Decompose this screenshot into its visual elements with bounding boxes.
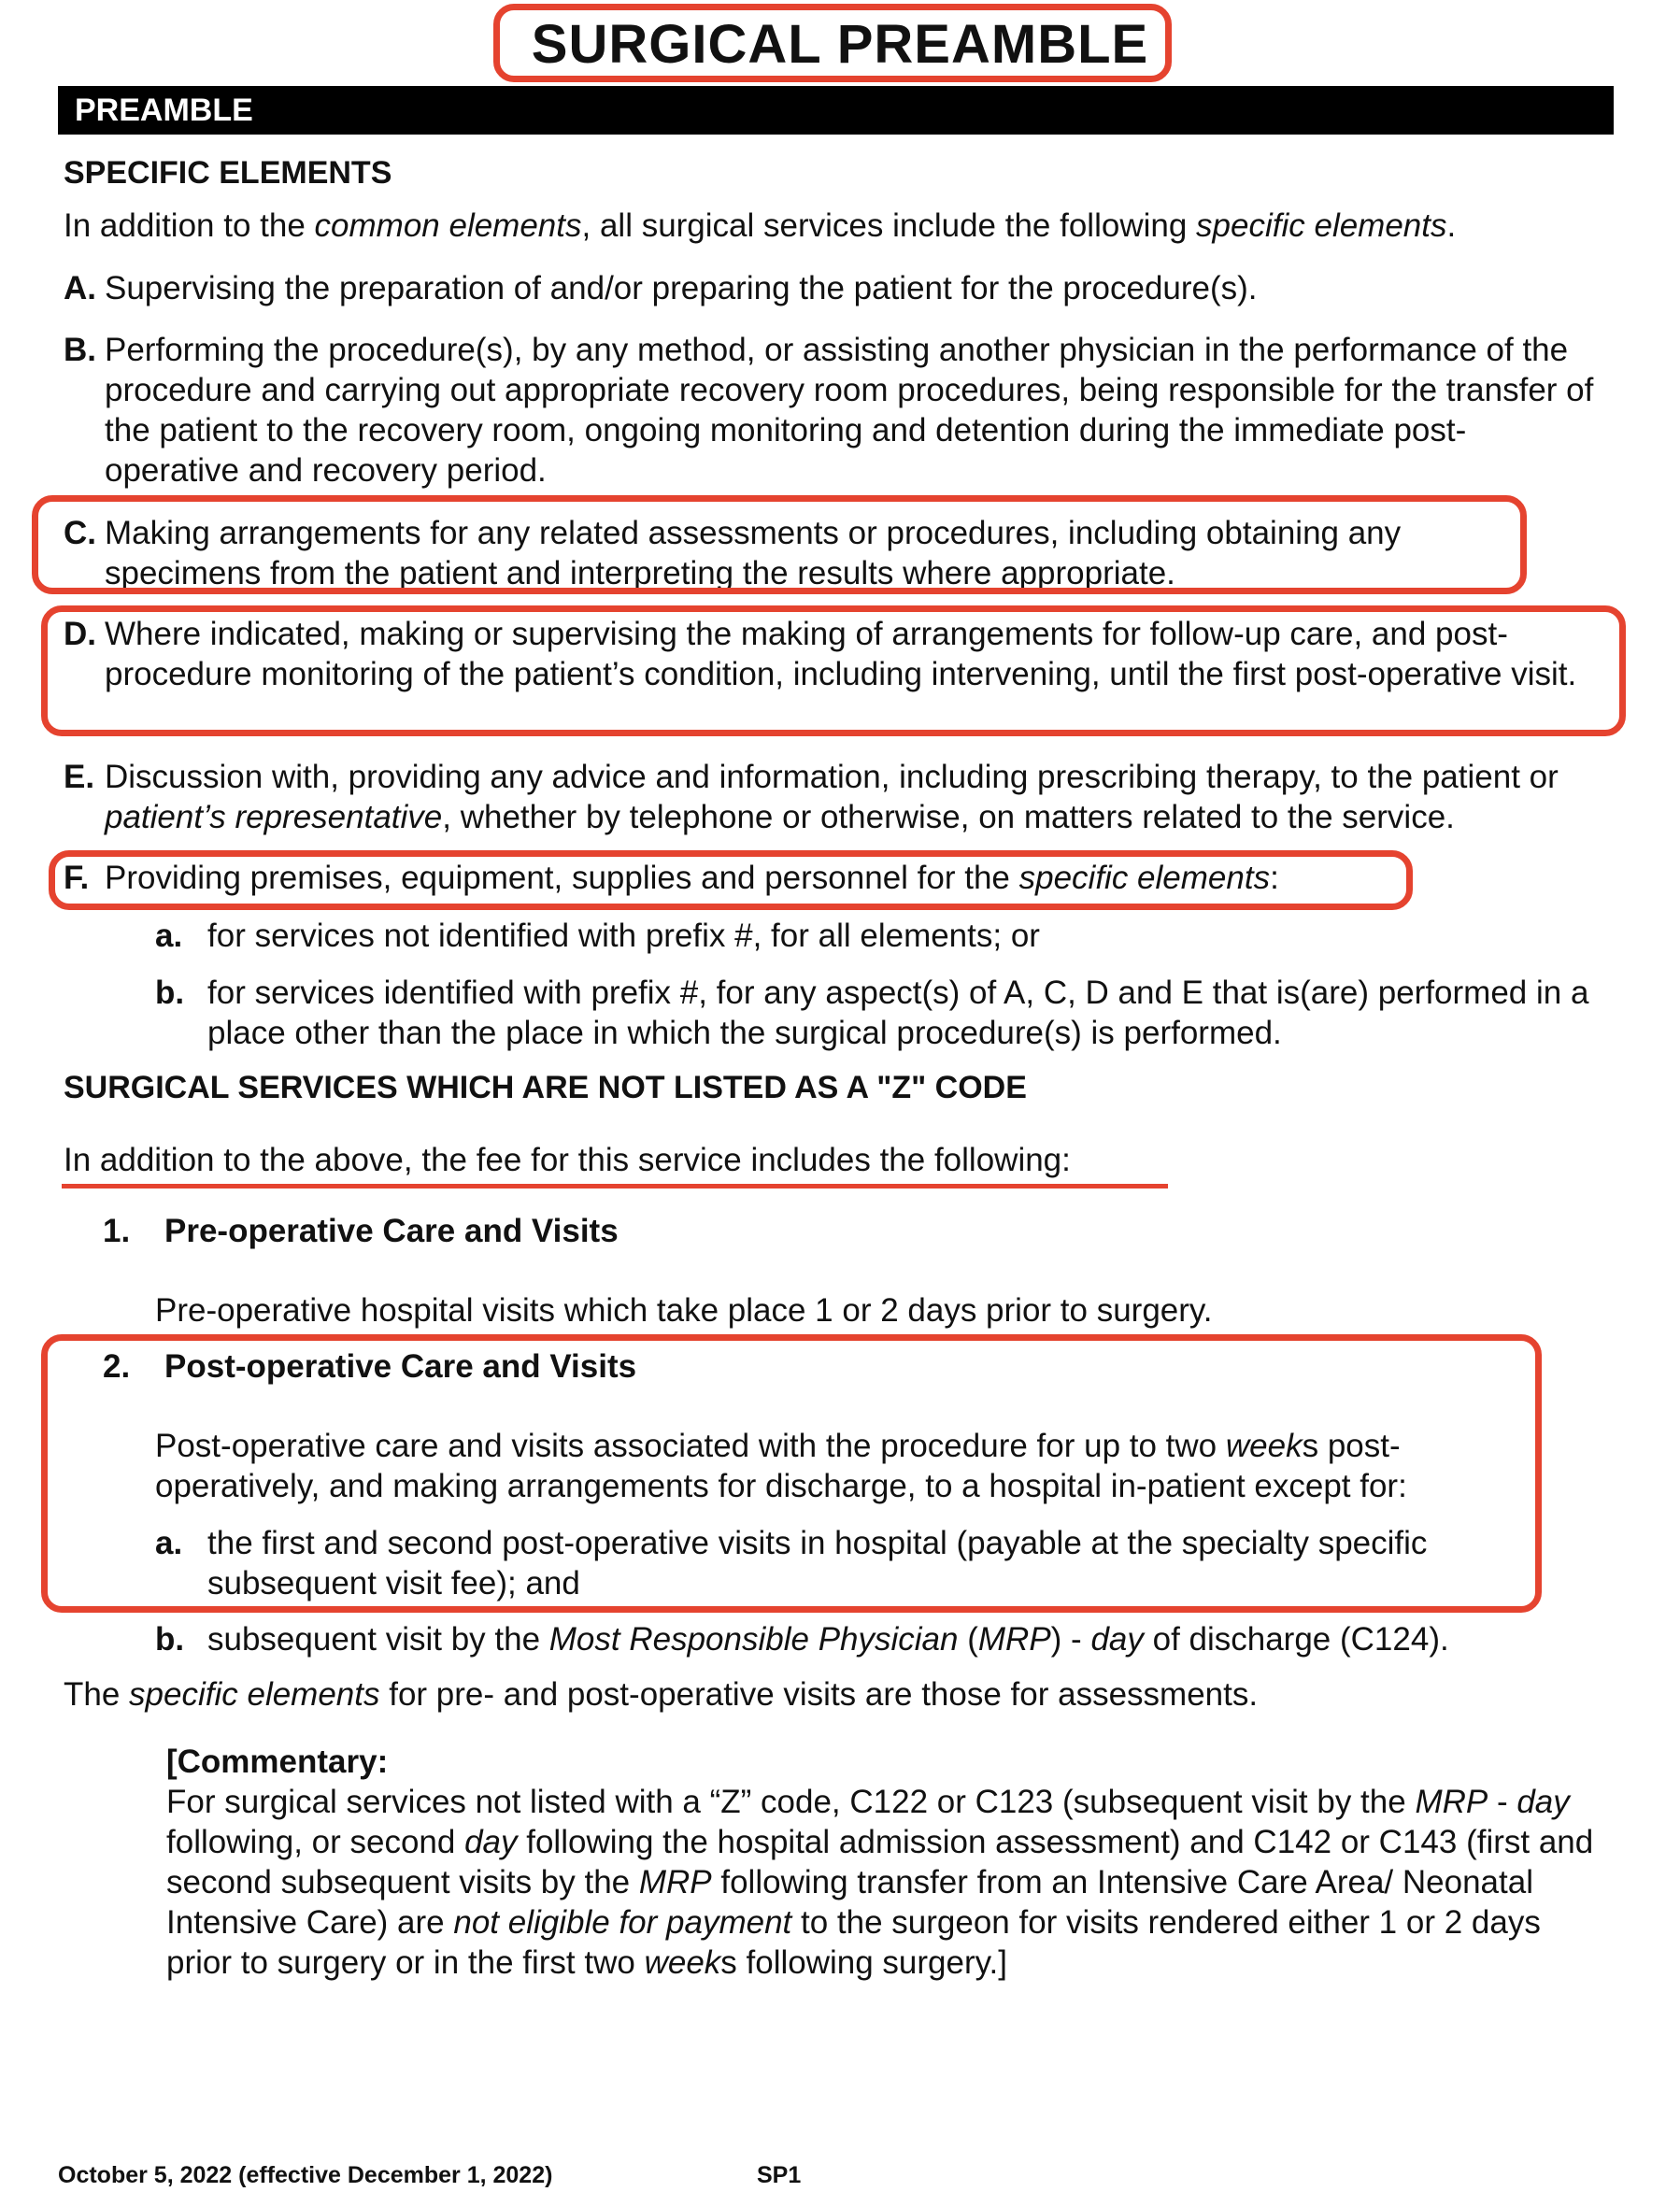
element-item-e bbox=[64, 757, 1596, 837]
item-f-highlight-box bbox=[49, 850, 1413, 910]
pre-op-number: 1. bbox=[103, 1213, 131, 1249]
intro-underline bbox=[62, 1184, 1168, 1189]
page-title: SURGICAL PREAMBLE bbox=[531, 14, 1149, 75]
item-text: Providing premises, equipment, supplies and personnel for the specific elements: bbox=[105, 860, 1279, 896]
footer-date: October 5, 2022 (effective December 1, 2022) bbox=[58, 2162, 553, 2188]
item-c-highlight-box bbox=[32, 495, 1527, 594]
commentary-text: For surgical services not listed with a “Z” code, C122 or C123 (subsequent visit by the MRP - day following, or second day following the hospital admission assessment) and C142 or C143 (first and second subsequent visits by the MRP following transfer from an Intensive Care Area/ Neonatal Intensive Care) are not eligible for payment to the surgeon for visits rendered either 1 or 2 days prior to surgery or in the first two weeks following surgery.] bbox=[166, 1784, 1594, 1981]
item-text: Making arrangements for any related assessments or procedures, including obtaining any specimens from the patient and interpreting the results where appropriate. bbox=[105, 515, 1402, 591]
item-text: Supervising the preparation of and/or preparing the patient for the procedure(s). bbox=[105, 270, 1258, 306]
specific-elements-intro: In addition to the common elements, all surgical services include the following specific elements. bbox=[64, 207, 1457, 244]
item-text: Performing the procedure(s), by any method, or assisting another physician in the performance of the procedure and carrying out appropriate recovery room procedures, being responsible for the transfer of the patient to the recovery room, ongoing monitoring and detention during the immediate post-operative and recovery period. bbox=[105, 332, 1594, 489]
subitem-text: the first and second post-operative visits in hospital (payable at the specialty specific subsequent visit fee); and bbox=[207, 1525, 1428, 1601]
subitem-text: for services identified with prefix #, for any aspect(s) of A, C, D and E that is(are) performed in a place other than the place in which the surgical procedure(s) is performed. bbox=[207, 975, 1589, 1051]
element-subitem-b bbox=[155, 973, 1594, 1053]
item-d-highlight-box bbox=[41, 605, 1626, 736]
item-letter: F. bbox=[64, 860, 90, 896]
subitem-letter: a. bbox=[155, 918, 183, 954]
pre-op-heading: Pre-operative Care and Visits bbox=[164, 1213, 619, 1249]
section-bar: PREAMBLE bbox=[58, 86, 1614, 135]
item-letter: E. bbox=[64, 759, 95, 795]
specific-elements-heading: SPECIFIC ELEMENTS bbox=[64, 155, 392, 191]
closing-sentence: The specific elements for pre- and post-operative visits are those for assessments. bbox=[64, 1676, 1259, 1713]
footer-page-number: SP1 bbox=[757, 2162, 802, 2188]
title-highlight-box bbox=[493, 4, 1172, 82]
post-op-subitem-a bbox=[155, 1523, 1519, 1603]
element-subitem-a bbox=[155, 916, 1594, 958]
pre-op-text: Pre-operative hospital visits which take place 1 or 2 days prior to surgery. bbox=[155, 1292, 1213, 1329]
not-z-code-intro: In addition to the above, the fee for this service includes the following: bbox=[64, 1142, 1071, 1178]
subitem-text: for services not identified with prefix #, for all elements; or bbox=[207, 918, 1040, 954]
post-op-text: Post-operative care and visits associated with the procedure for up to two weeks post-operatively, and making arrangements for discharge, to a hospital in-patient except for: bbox=[155, 1428, 1407, 1504]
element-item-a bbox=[64, 268, 1596, 310]
item-letter: A. bbox=[64, 270, 96, 306]
post-op-heading: Post-operative Care and Visits bbox=[164, 1348, 637, 1385]
item-letter: C. bbox=[64, 515, 96, 551]
item-letter: B. bbox=[64, 332, 96, 368]
element-item-b bbox=[64, 330, 1596, 491]
subitem-letter: b. bbox=[155, 1621, 185, 1658]
subitem-letter: a. bbox=[155, 1525, 183, 1561]
item-text: Where indicated, making or supervising the making of arrangements for follow-up care, and post-procedure monitoring of the patient’s condition, including intervening, until the first post-operative visit. bbox=[105, 616, 1577, 692]
post-op-subitem-b bbox=[155, 1619, 1594, 1661]
commentary-heading: [Commentary: bbox=[166, 1744, 389, 1780]
subitem-text: subsequent visit by the Most Responsible Physician (MRP) - day of discharge (C124). bbox=[207, 1621, 1449, 1658]
item-text: Discussion with, providing any advice and information, including prescribing therapy, to the patient or patient’s representative, whether by telephone or otherwise, on matters related to the service. bbox=[105, 759, 1559, 835]
post-op-number: 2. bbox=[103, 1348, 131, 1385]
item-letter: D. bbox=[64, 616, 96, 652]
not-z-code-heading: SURGICAL SERVICES WHICH ARE NOT LISTED AS A "Z" CODE bbox=[64, 1070, 1027, 1105]
subitem-letter: b. bbox=[155, 975, 185, 1011]
